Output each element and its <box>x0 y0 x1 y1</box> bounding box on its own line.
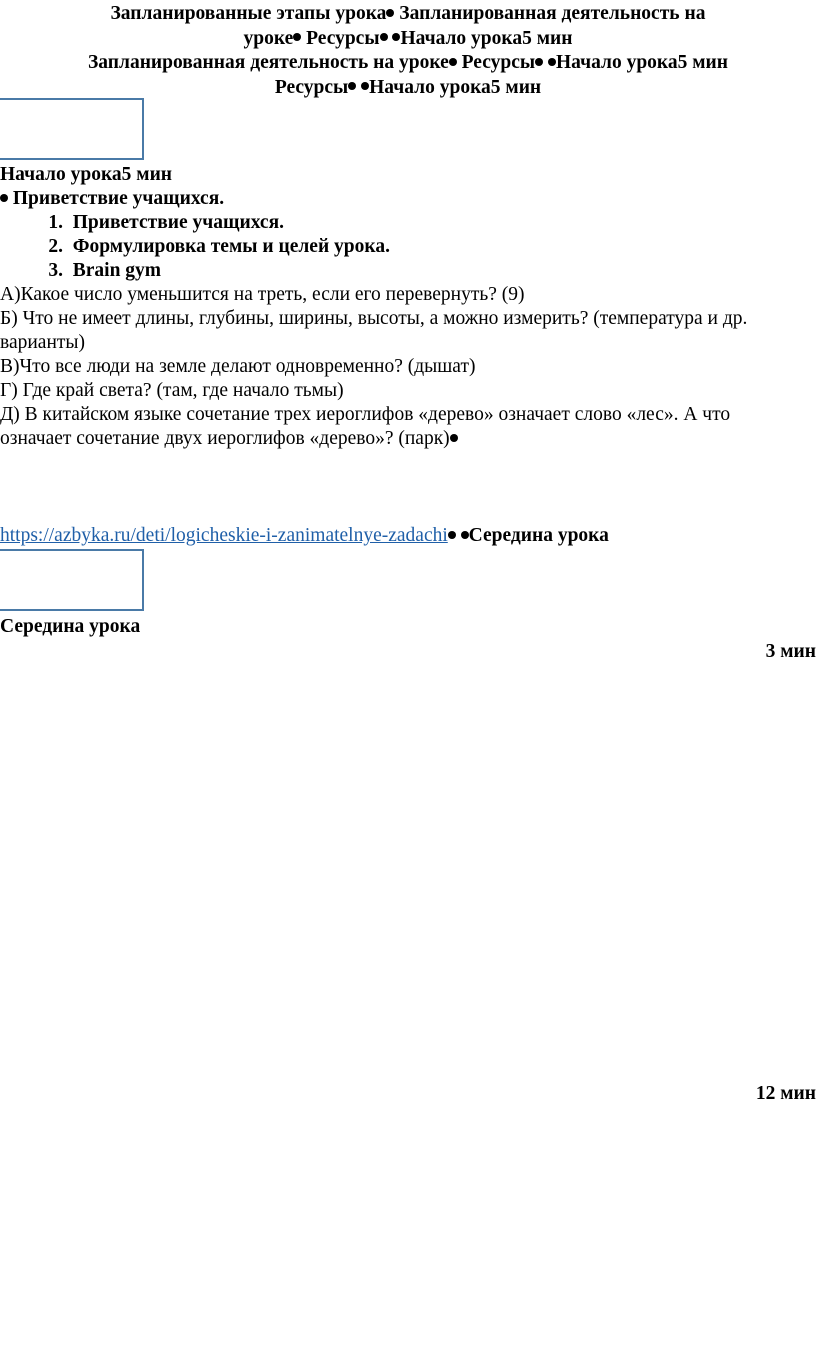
bullet-icon <box>535 58 543 66</box>
list-item: 3. Brain gym <box>48 260 162 281</box>
header-line-4: Ресурсы Начало урока5 мин <box>274 76 542 98</box>
link-line: https://azbyka.ru/deti/logicheskie-i-zanimatelnye-zadachi Середина урока <box>0 525 609 546</box>
bullet-item: Приветствие учащихся. <box>0 187 224 211</box>
empty-frame-box <box>0 549 144 611</box>
bullet-icon <box>386 9 394 17</box>
page-header <box>0 2 816 100</box>
bullet-icon <box>450 434 458 442</box>
list-item: 2. Формулировка темы и целей урока. <box>48 236 390 257</box>
bullet-icon <box>461 531 469 539</box>
header-line-3: Запланированная деятельность на уроке Ресурсы Начало урока5 мин <box>87 52 728 73</box>
question-a: А)Какое число уменьшится на треть, если его перевернуть? (9) <box>0 284 525 305</box>
question-d-cont: означает сочетание двух иероглифов «дерево»? (парк) <box>0 427 458 451</box>
header-line-2: уроке Ресурсы Начало урока5 мин <box>243 27 573 49</box>
bullet-icon <box>361 82 369 90</box>
section-title: Середина урока <box>0 616 141 637</box>
bullet-icon <box>0 194 8 202</box>
reference-link[interactable]: https://azbyka.ru/deti/logicheskie-i-zanimatelnye-zadachi <box>0 525 448 546</box>
header-line-1: Запланированные этапы урока Запланированная деятельность на <box>110 3 706 24</box>
duration-label: 12 мин <box>755 1083 816 1104</box>
list-item: 1. Приветствие учащихся. <box>48 212 284 233</box>
bullet-icon <box>348 82 356 90</box>
question-v: В)Что все люди на земле делают одновременно? (дышат) <box>0 356 476 377</box>
question-d: Д) В китайском языке сочетание трех иероглифов «дерево» означает слово «лес». А что <box>0 404 731 425</box>
bullet-icon <box>449 58 457 66</box>
section-title: Начало урока5 мин <box>0 164 173 185</box>
question-b: Б) Что не имеет длины, глубины, ширины, высоты, а можно измерить? (температура и др. <box>0 308 748 329</box>
bullet-icon <box>448 531 456 539</box>
bullet-icon <box>548 58 556 66</box>
duration-label: 3 мин <box>765 641 816 662</box>
empty-frame-box <box>0 98 144 160</box>
bullet-icon <box>380 33 388 41</box>
question-g: Г) Где край света? (там, где начало тьмы) <box>0 380 344 401</box>
question-b-cont: варианты) <box>0 332 85 353</box>
